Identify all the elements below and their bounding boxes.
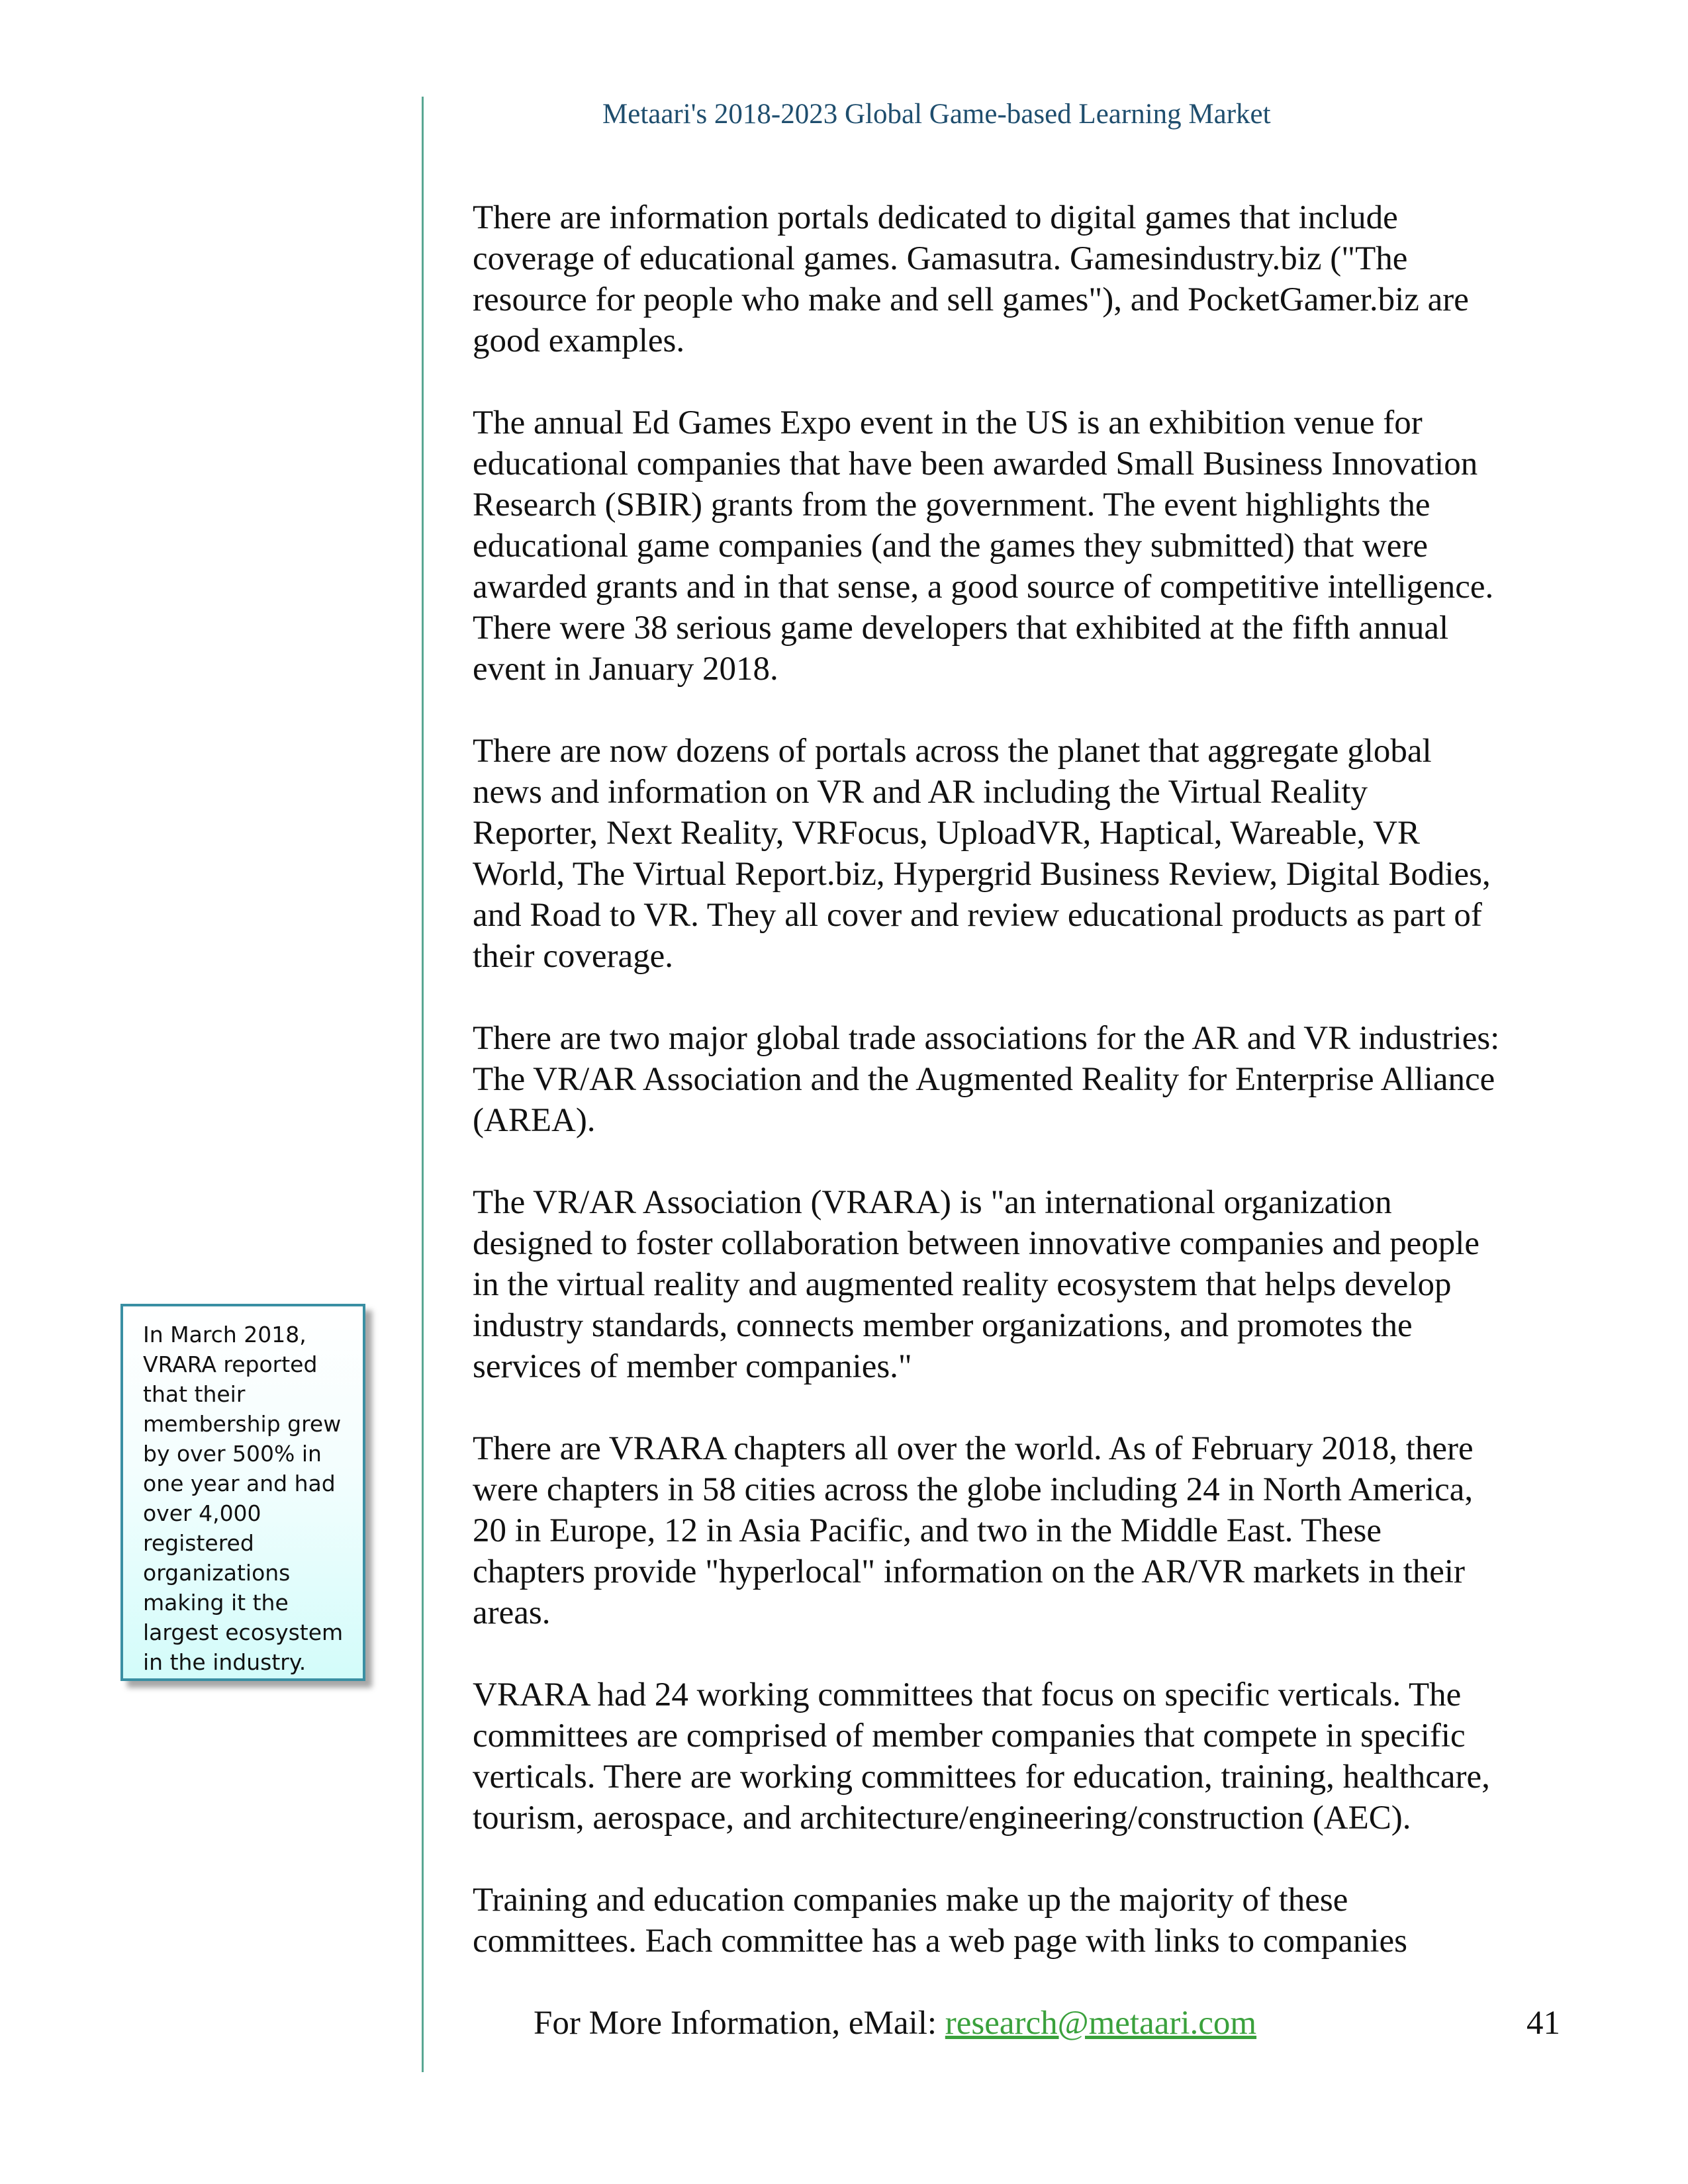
footer bbox=[534, 2004, 1256, 2042]
sidebar-callout-text: In March 2018, VRARA reported that their membership grew by over 500% in one year and had over 4,000 registered organizations making it the largest ecosystem in the industry. bbox=[143, 1322, 344, 1675]
paragraph-working-committees: VRARA had 24 working committees that focus on specific verticals. The committees are comprised of member companies that compete in specific verticals. There are working committees for education, training, healthcare, tourism, aerospace, and architecture/engineering/construction (AEC). bbox=[473, 1676, 1490, 1837]
paragraph-ed-games-expo: The annual Ed Games Expo event in the US is an exhibition venue for educational companies that have been awarded Small Business Innovation Research (SBIR) grants from the government. The event highlights the educational game companies (and the games they submitted) that were awarded grants and in that sense, a good source of competitive intelligence. There were 38 serious game developers that exhibited at the fifth annual event in January 2018. bbox=[473, 404, 1494, 688]
paragraph-training-education: Training and education companies make up the majority of these committees. Each committee has a web page with links to companies bbox=[473, 1882, 1408, 1960]
paragraph-trade-associations: There are two major global trade associations for the AR and VR industries: The VR/AR Association and the Augmented Reality for Enterprise Alliance (AREA). bbox=[473, 1020, 1500, 1139]
paragraph-vrara-chapters: There are VRARA chapters all over the world. As of February 2018, there were chapters in 58 cities across the globe including 24 in North America, 20 in Europe, 12 in Asia Pacific, and two in the Middle East. These chapters provide "hyperlocal" information on the AR/VR markets in their areas. bbox=[473, 1430, 1474, 1631]
body-text bbox=[473, 197, 1558, 1962]
footer-label: For More Information, eMail: bbox=[534, 2005, 937, 2042]
paragraph-vrara-definition: The VR/AR Association (VRARA) is "an international organization designed to foster collaboration between innovative companies and people in the virtual reality and augmented reality ecosystem that helps develop industry standards, connects member organizations, and promotes the services of member companies." bbox=[473, 1184, 1480, 1385]
running-header: Metaari's 2018-2023 Global Game-based Learning Market bbox=[602, 99, 1271, 130]
margin-rule bbox=[422, 97, 424, 2072]
paragraph-portals: There are information portals dedicated to digital games that include coverage of educational games. Gamasutra. Gamesindustry.biz ("The resource for people who make and sell games"), and PocketGamer.biz are good examples. bbox=[473, 199, 1469, 359]
sidebar-callout bbox=[120, 1304, 365, 1681]
email-link[interactable]: research@metaari.com bbox=[945, 2005, 1257, 2042]
page-number: 41 bbox=[1526, 2005, 1560, 2042]
paragraph-vr-ar-portals: There are now dozens of portals across the planet that aggregate global news and information on VR and AR including the Virtual Reality Reporter, Next Reality, VRFocus, UploadVR, Haptical, Wareable, VR World, The Virtual Report.biz, Hypergrid Business Review, Digital Bodies, and Road to VR. They all cover and review educational products as part of their coverage. bbox=[473, 733, 1491, 975]
